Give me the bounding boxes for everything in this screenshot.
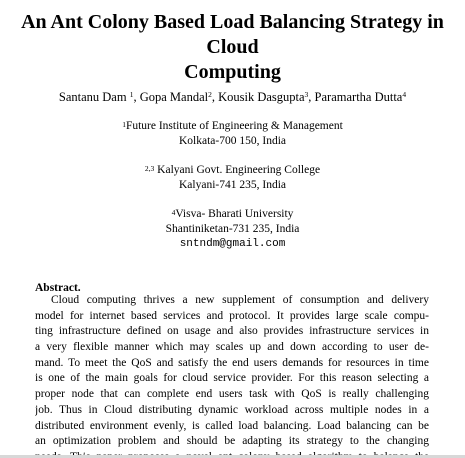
abstract-line: an optimization problem and should be adapting its strategy to the changing <box>35 435 429 448</box>
author-superscript: 2 <box>208 90 212 99</box>
abstract-line: Cloud computing thrives a new supplement of consumption and delivery <box>51 294 429 306</box>
paper-title-line-2: Computing <box>184 61 281 83</box>
author-superscript: 1 <box>129 90 134 99</box>
affiliation-address-line: Kalyani-741 235, India <box>179 179 286 191</box>
author-separator: , <box>308 90 312 104</box>
contact-email[interactable]: sntndm@gmail.com <box>179 238 286 250</box>
abstract-line: model for internet based services and protocol. It provides large scale compu- <box>35 309 429 322</box>
author-name: Gopa Mandal <box>139 90 209 104</box>
abstract-line: ting infrastructure defined on usage and also provides infrastructure services in <box>35 325 429 338</box>
affiliation-1 <box>0 119 465 149</box>
abstract-line: job. Thus in Cloud distributing dynamic workload across multiple nodes in a <box>35 403 429 416</box>
affiliation-2 <box>0 163 465 193</box>
affiliation-name-line: $^4$Visva- Bharati University <box>171 208 294 220</box>
author-superscript: 3 <box>304 90 309 99</box>
affiliation-address-line: Kolkata-700 150, India <box>179 135 286 147</box>
abstract-line: is one of the main goals for cloud service provider. For this reason selecting a <box>35 372 429 385</box>
affiliation-name-line: $^1$Future Institute of Engineering & Management <box>122 120 343 132</box>
author-name: Santanu Dam <box>58 90 127 104</box>
affiliation-3 <box>0 207 465 252</box>
affiliation-address-line: Shantiniketan-731 235, India <box>165 223 300 235</box>
author-separator: , <box>133 90 137 104</box>
abstract-line: distributed environment evenly, is called load balancing. Load balancing can be <box>35 419 429 432</box>
paper-title-line-1: An Ant Colony Based Load Balancing Strategy in Cloud <box>21 11 444 58</box>
affiliation-name-line: $^{2,3}$ Kalyani Govt. Engineering College <box>144 164 321 176</box>
affiliation-superscript: 4 <box>171 208 176 217</box>
affiliation-superscript: 2,3 <box>144 164 155 173</box>
affiliation-superscript: 1 <box>122 120 126 129</box>
author-list <box>0 89 465 105</box>
abstract-body <box>35 293 429 458</box>
abstract-heading: Abstract. <box>35 282 81 294</box>
abstract-line: a very flexible manner which may scales up and down according to user de- <box>35 341 429 354</box>
abstract-line: mand. To meet the QoS and satisfy the end users demands for resources in time <box>35 356 429 369</box>
author-name: Paramartha Dutta <box>314 90 403 104</box>
author-separator: , <box>211 90 215 104</box>
author-name: Kousik Dasgupta <box>218 90 305 104</box>
author-superscript: 4 <box>402 90 407 99</box>
paper-title <box>0 10 465 85</box>
abstract-line: proper node that can complete end users task with QoS is really challenging <box>35 388 429 401</box>
